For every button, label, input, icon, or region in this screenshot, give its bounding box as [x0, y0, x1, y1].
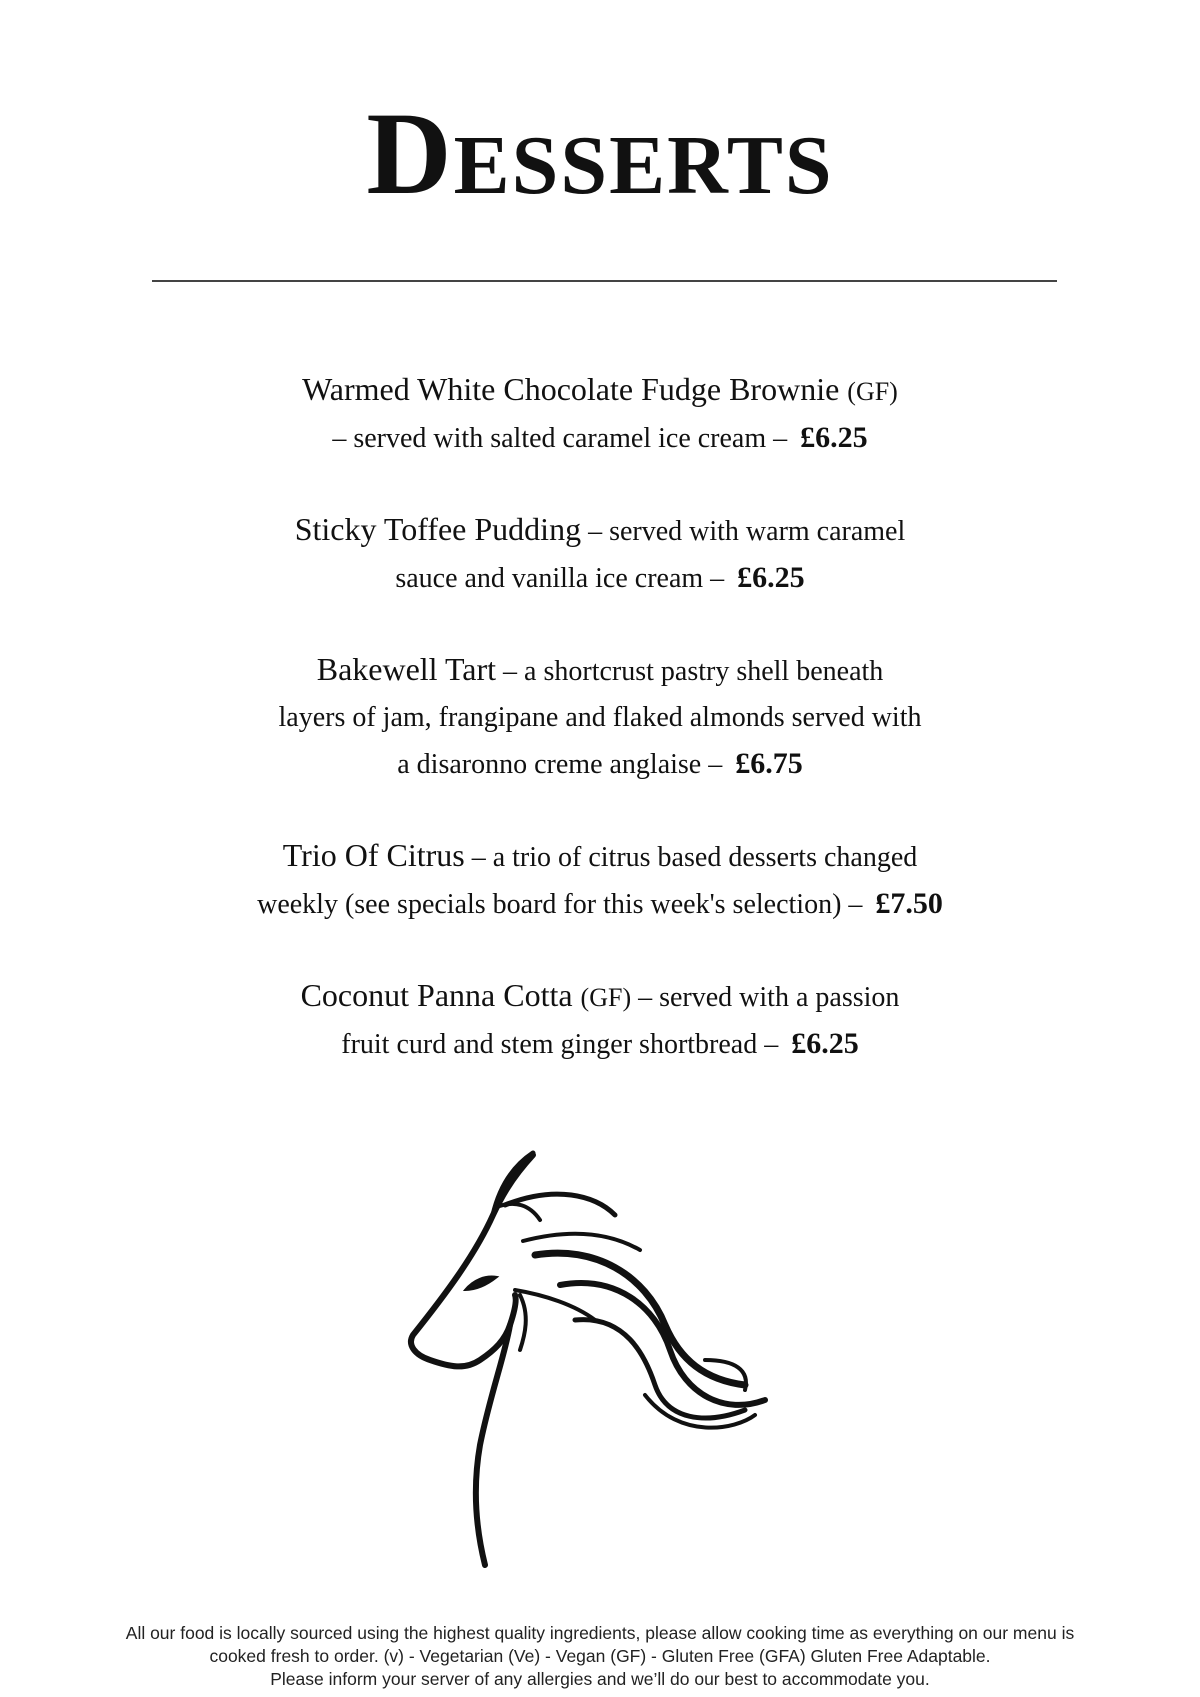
menu-item-line [0, 506, 1200, 555]
menu-item-line [0, 832, 1200, 881]
menu-item [0, 506, 1200, 602]
menu-item [0, 646, 1200, 788]
item-description: – served with a passion [631, 982, 900, 1013]
menu-item-line [0, 366, 1200, 415]
item-description: – a trio of citrus based desserts changed [464, 842, 918, 873]
menu-item [0, 972, 1200, 1068]
item-price: £6.25 [800, 421, 868, 454]
divider [152, 280, 1057, 282]
menu-item-line [0, 1021, 1200, 1068]
item-description: sauce and vanilla ice cream – [395, 563, 732, 594]
dietary-tag: (GF) [580, 983, 632, 1012]
title-initial: D [366, 88, 454, 219]
item-name: Bakewell Tart [316, 651, 497, 687]
menu-item [0, 366, 1200, 462]
menu-item-line [0, 415, 1200, 462]
horse-logo-icon [405, 1145, 825, 1575]
menu-item-line [0, 555, 1200, 602]
item-description: fruit curd and stem ginger shortbread – [341, 1029, 786, 1060]
item-price: £6.25 [791, 1027, 859, 1060]
item-price: £6.75 [735, 747, 803, 780]
menu-item-line [0, 695, 1200, 741]
item-description: – served with warm caramel [581, 516, 906, 547]
menu-item-line [0, 881, 1200, 928]
footer-line: Please inform your server of any allergies and we’ll do our best to accommodate you. [270, 1669, 930, 1689]
menu-item-line [0, 646, 1200, 695]
item-description: weekly (see specials board for this week's selection) – [257, 889, 870, 920]
item-price: £7.50 [875, 887, 943, 920]
footer-line: All our food is locally sourced using the highest quality ingredients, please allow cooking time as everything on our menu is [125, 1623, 1075, 1643]
page-title [0, 88, 1200, 219]
item-description: – a shortcrust pastry shell beneath [496, 656, 884, 687]
item-description: a disaronno creme anglaise – [397, 749, 730, 780]
item-name: Sticky Toffee Pudding [294, 511, 582, 547]
item-price: £6.25 [737, 561, 805, 594]
item-description: – served with salted caramel ice cream – [332, 423, 795, 454]
dessert-menu [0, 366, 1200, 1112]
title-rest: ESSERTS [453, 119, 834, 212]
menu-item-line [0, 741, 1200, 788]
footer-line: cooked fresh to order. (v) - Vegetarian (Ve) - Vegan (GF) - Gluten Free (GFA) Gluten Free Adaptable. [209, 1646, 991, 1666]
item-description: layers of jam, frangipane and flaked almonds served with [278, 702, 922, 733]
item-name: Warmed White Chocolate Fudge Brownie [302, 371, 840, 407]
allergy-footer [0, 1622, 1200, 1691]
menu-item-line [0, 972, 1200, 1021]
menu-item [0, 832, 1200, 928]
dietary-tag: (GF) [847, 377, 898, 406]
item-name: Trio Of Citrus [282, 837, 465, 873]
item-name: Coconut Panna Cotta [300, 977, 573, 1013]
